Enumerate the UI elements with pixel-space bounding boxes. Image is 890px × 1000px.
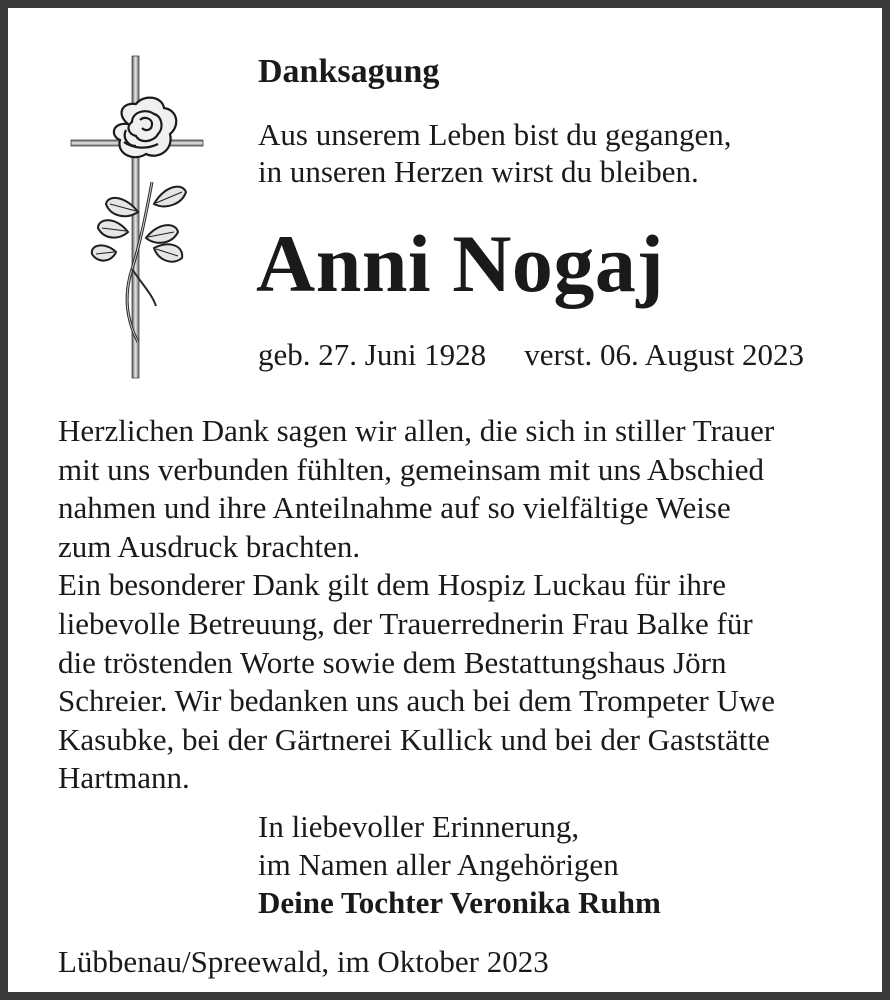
closing-line: im Namen aller Angehörigen [258, 847, 619, 882]
motto-line: Aus unserem Leben bist du gegangen, [258, 117, 732, 152]
death-date: verst. 06. August 2023 [524, 337, 805, 372]
place-and-date: Lübbenau/Spreewald, im Oktober 2023 [58, 944, 549, 979]
closing-block [258, 808, 661, 922]
text-line: Hartmann. [58, 760, 190, 796]
text-line: liebevolle Betreuung, der Trauerrednerin Frau Balke für [58, 605, 753, 641]
cross-with-rose-icon [66, 54, 208, 382]
text-line: Herzlichen Dank sagen wir allen, die sich in stiller Trauer [58, 413, 775, 448]
text-line: nahmen und ihre Anteilnahme auf so vielfältige Weise [58, 490, 731, 526]
text-line: mit uns verbunden fühlten, gemeinsam mit uns Abschied [58, 451, 765, 487]
motto-line: in unseren Herzen wirst du bleiben. [258, 154, 699, 189]
deceased-name: Anni Nogaj [256, 218, 665, 309]
notice-heading: Danksagung [258, 53, 440, 90]
text-line: Ein besonderer Dank gilt dem Hospiz Luckau für ihre [58, 567, 727, 603]
birth-date: geb. 27. Juni 1928 [258, 337, 487, 372]
thanks-text [58, 412, 848, 798]
signer: Deine Tochter Veronika Ruhm [258, 885, 661, 920]
text-line: die tröstenden Worte sowie dem Bestattungshaus Jörn [58, 644, 727, 680]
closing-line: In liebevoller Erinnerung, [258, 809, 580, 844]
text-line: Schreier. Wir bedanken uns auch bei dem Trompeter Uwe [58, 683, 776, 719]
text-line: zum Ausdruck brachten. [58, 528, 361, 564]
life-dates [258, 336, 804, 374]
motto [258, 116, 732, 190]
text-line: Kasubke, bei der Gärtnerei Kullick und bei der Gaststätte [58, 721, 770, 757]
